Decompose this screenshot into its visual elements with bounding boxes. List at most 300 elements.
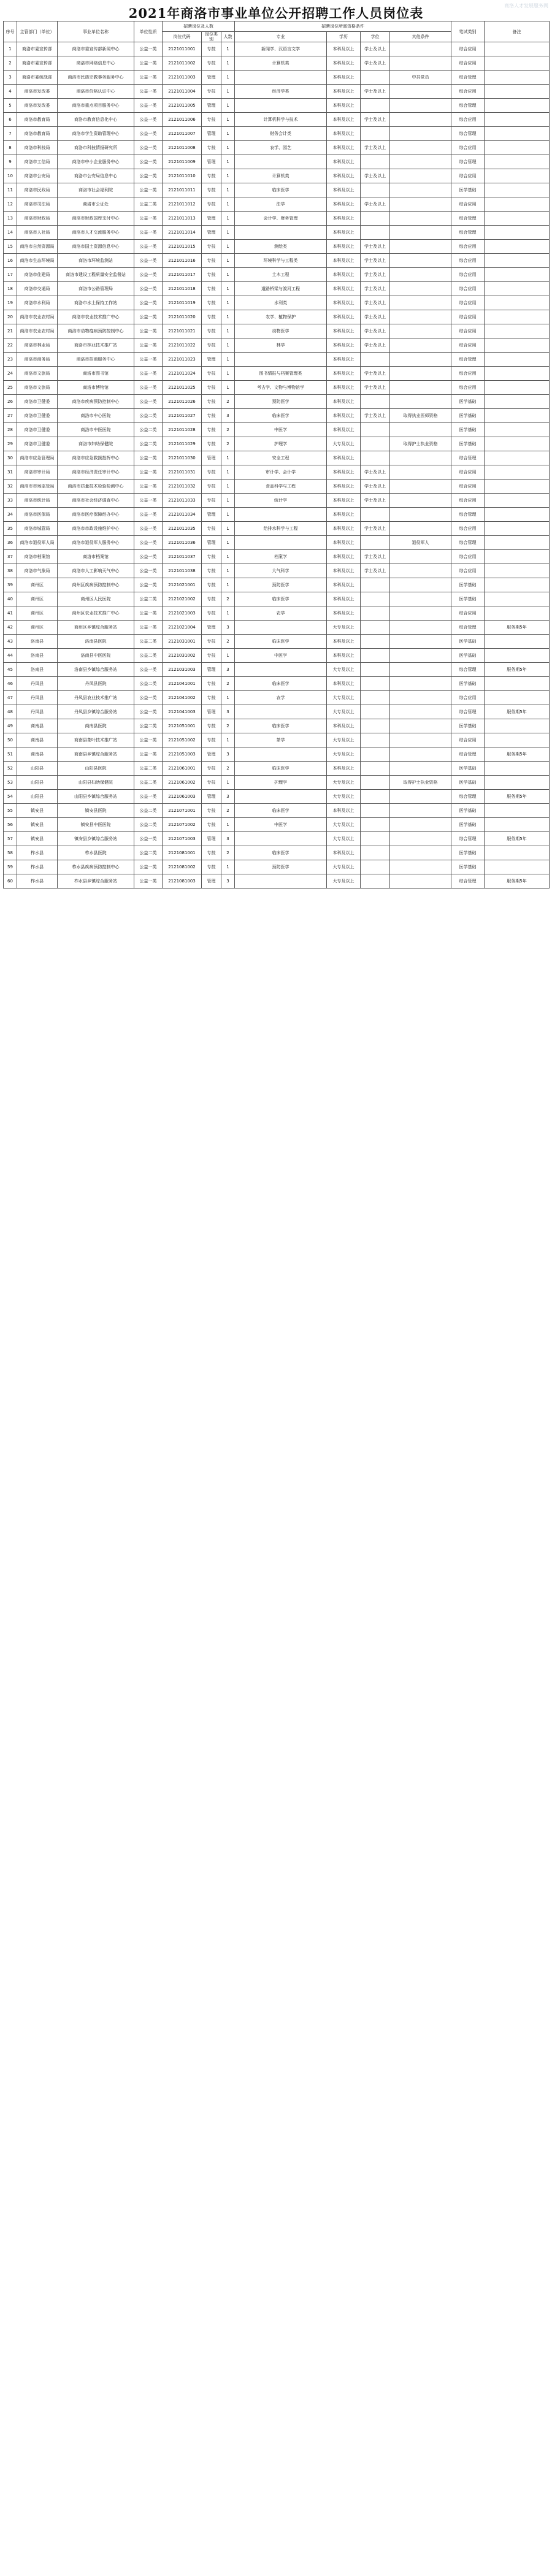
table-row: [4, 268, 550, 282]
table-row: [4, 592, 550, 606]
cell-dept: 商洛市审计局: [17, 465, 58, 480]
cell-category: 专技: [202, 677, 221, 691]
cell-seq: 15: [4, 240, 17, 254]
cell-unit: 柞水县乡镇综合服务站: [58, 874, 134, 889]
cell-major: [235, 874, 327, 889]
table-row: [4, 550, 550, 564]
table-row: [4, 423, 550, 437]
cell-seq: 17: [4, 268, 17, 282]
cell-note: [485, 395, 550, 409]
cell-code: 2121061003: [163, 790, 202, 804]
cell-note: [485, 56, 550, 71]
cell-seq: 11: [4, 183, 17, 197]
cell-nature: 公益二类: [134, 592, 163, 606]
cell-category: 管理: [202, 790, 221, 804]
cell-nature: 公益一类: [134, 790, 163, 804]
watermark-text: 商洛人才发展服务网: [504, 3, 548, 9]
cell-degree: 学士及以上: [361, 338, 390, 353]
cell-dept: 商洛市卫健委: [17, 409, 58, 423]
cell-other: [390, 564, 451, 578]
cell-unit: 商洛市公路管理局: [58, 282, 134, 296]
cell-unit: 商洛市质量技术检验检测中心: [58, 480, 134, 494]
cell-count: 3: [221, 747, 235, 762]
cell-note: [485, 310, 550, 324]
cell-exam: 综合应用: [451, 381, 485, 395]
cell-other: [390, 183, 451, 197]
cell-code: 2121041003: [163, 705, 202, 719]
cell-other: [390, 719, 451, 733]
cell-count: 1: [221, 155, 235, 169]
cell-unit: 商洛市应急救援指挥中心: [58, 451, 134, 465]
cell-count: 1: [221, 268, 235, 282]
cell-other: [390, 606, 451, 621]
cell-category: 专技: [202, 733, 221, 747]
cell-education: 本科及以上: [327, 550, 361, 564]
cell-unit: 商南县茶叶技术推广站: [58, 733, 134, 747]
cell-seq: 16: [4, 254, 17, 268]
cell-major: 临床医学: [235, 677, 327, 691]
cell-other: [390, 762, 451, 776]
table-row: [4, 155, 550, 169]
cell-code: 2121011034: [163, 508, 202, 522]
cell-major: 临床医学: [235, 635, 327, 649]
cell-nature: 公益一类: [134, 353, 163, 367]
cell-unit: 商州区乡镇综合服务站: [58, 621, 134, 635]
table-row: [4, 169, 550, 183]
cell-category: 专技: [202, 522, 221, 536]
cell-major: 临床医学: [235, 183, 327, 197]
cell-unit: 镇安县中医医院: [58, 818, 134, 832]
cell-exam: 综合应用: [451, 85, 485, 99]
cell-count: 2: [221, 592, 235, 606]
cell-exam: 综合应用: [451, 338, 485, 353]
cell-major: 临床医学: [235, 592, 327, 606]
table-row: [4, 56, 550, 71]
table-row: [4, 564, 550, 578]
cell-dept: 山阳县: [17, 776, 58, 790]
cell-education: 本科及以上: [327, 480, 361, 494]
cell-seq: 24: [4, 367, 17, 381]
cell-degree: [361, 874, 390, 889]
header-nature: 单位性质: [134, 21, 163, 42]
table-row: [4, 42, 550, 56]
cell-exam: 综合管理: [451, 226, 485, 240]
cell-nature: 公益二类: [134, 437, 163, 451]
cell-education: 大专及以上: [327, 705, 361, 719]
table-row: [4, 395, 550, 409]
cell-category: 专技: [202, 381, 221, 395]
cell-dept: 商洛市交通局: [17, 282, 58, 296]
cell-exam: 综合应用: [451, 691, 485, 705]
cell-nature: 公益一类: [134, 874, 163, 889]
cell-degree: [361, 663, 390, 677]
cell-category: 专技: [202, 423, 221, 437]
cell-seq: 10: [4, 169, 17, 183]
cell-exam: 综合管理: [451, 747, 485, 762]
cell-education: 本科及以上: [327, 804, 361, 818]
cell-nature: 公益二类: [134, 197, 163, 212]
cell-major: 护理学: [235, 776, 327, 790]
table-row: [4, 367, 550, 381]
cell-major: [235, 99, 327, 113]
cell-other: [390, 451, 451, 465]
cell-category: 管理: [202, 155, 221, 169]
cell-degree: [361, 353, 390, 367]
cell-count: 1: [221, 536, 235, 550]
cell-code: 2121011005: [163, 99, 202, 113]
cell-nature: 公益二类: [134, 846, 163, 860]
cell-other: [390, 733, 451, 747]
cell-education: 大专及以上: [327, 874, 361, 889]
cell-note: [485, 155, 550, 169]
cell-unit: 商洛市人工影响天气中心: [58, 564, 134, 578]
cell-dept: 丹凤县: [17, 705, 58, 719]
cell-code: 2121011023: [163, 353, 202, 367]
cell-major: 农学: [235, 691, 327, 705]
cell-education: 本科及以上: [327, 381, 361, 395]
cell-code: 2121011020: [163, 310, 202, 324]
cell-unit: 商洛市网络信息中心: [58, 56, 134, 71]
cell-count: 2: [221, 395, 235, 409]
table-row: [4, 663, 550, 677]
cell-unit: 商洛市建设工程质量安全监督站: [58, 268, 134, 282]
cell-dept: 商洛市工信局: [17, 155, 58, 169]
cell-education: 本科及以上: [327, 226, 361, 240]
cell-nature: 公益一类: [134, 550, 163, 564]
cell-code: 2121011002: [163, 56, 202, 71]
cell-category: 专技: [202, 578, 221, 592]
cell-category: 专技: [202, 282, 221, 296]
cell-degree: [361, 508, 390, 522]
cell-category: 专技: [202, 296, 221, 310]
cell-category: 专技: [202, 197, 221, 212]
cell-degree: [361, 71, 390, 85]
cell-seq: 47: [4, 691, 17, 705]
cell-degree: [361, 437, 390, 451]
cell-exam: 综合应用: [451, 480, 485, 494]
cell-degree: [361, 578, 390, 592]
cell-other: [390, 860, 451, 874]
header-cat: 岗位类别: [202, 32, 221, 42]
cell-other: [390, 324, 451, 338]
cell-major: 档案学: [235, 550, 327, 564]
cell-code: 2121011038: [163, 564, 202, 578]
cell-category: 专技: [202, 254, 221, 268]
cell-exam: 综合应用: [451, 564, 485, 578]
cell-count: 1: [221, 296, 235, 310]
cell-code: 2121041002: [163, 691, 202, 705]
cell-category: 专技: [202, 183, 221, 197]
cell-count: 1: [221, 606, 235, 621]
cell-note: [485, 564, 550, 578]
cell-category: 专技: [202, 169, 221, 183]
cell-seq: 34: [4, 508, 17, 522]
cell-dept: 商洛市公安局: [17, 169, 58, 183]
cell-major: 临床医学: [235, 719, 327, 733]
header-code: 岗位代码: [163, 32, 202, 42]
cell-education: 本科及以上: [327, 762, 361, 776]
cell-code: 2121011030: [163, 451, 202, 465]
cell-unit: 山阳县乡镇综合服务站: [58, 790, 134, 804]
cell-category: 专技: [202, 395, 221, 409]
cell-exam: 医学基础: [451, 818, 485, 832]
cell-nature: 公益二类: [134, 677, 163, 691]
cell-major: 茶学: [235, 733, 327, 747]
cell-education: 本科及以上: [327, 212, 361, 226]
cell-category: 专技: [202, 691, 221, 705]
cell-seq: 31: [4, 465, 17, 480]
cell-nature: 公益一类: [134, 183, 163, 197]
cell-code: 2121011014: [163, 226, 202, 240]
cell-unit: 商洛市中心医院: [58, 409, 134, 423]
cell-nature: 公益一类: [134, 832, 163, 846]
cell-other: [390, 480, 451, 494]
cell-seq: 19: [4, 296, 17, 310]
cell-seq: 20: [4, 310, 17, 324]
cell-nature: 公益一类: [134, 99, 163, 113]
cell-code: 2121021002: [163, 592, 202, 606]
cell-dept: 商洛市水利局: [17, 296, 58, 310]
cell-degree: [361, 818, 390, 832]
cell-education: 本科及以上: [327, 606, 361, 621]
cell-count: 2: [221, 762, 235, 776]
cell-degree: [361, 226, 390, 240]
cell-education: 本科及以上: [327, 522, 361, 536]
cell-other: [390, 550, 451, 564]
cell-code: 2121021001: [163, 578, 202, 592]
cell-degree: [361, 155, 390, 169]
cell-code: 2121011022: [163, 338, 202, 353]
cell-category: 专技: [202, 860, 221, 874]
cell-unit: 镇安县医院: [58, 804, 134, 818]
cell-count: 2: [221, 423, 235, 437]
cell-unit: 商洛市疾病预防控制中心: [58, 395, 134, 409]
cell-degree: 学士及以上: [361, 465, 390, 480]
cell-code: 2121021004: [163, 621, 202, 635]
cell-category: 专技: [202, 367, 221, 381]
cell-exam: 综合应用: [451, 282, 485, 296]
cell-category: 专技: [202, 606, 221, 621]
cell-code: 2121011031: [163, 465, 202, 480]
cell-seq: 29: [4, 437, 17, 451]
header-edu: 学历: [327, 32, 361, 42]
cell-count: 1: [221, 353, 235, 367]
cell-other: 取得护士执业资格: [390, 437, 451, 451]
cell-note: [485, 846, 550, 860]
cell-code: 2121011032: [163, 480, 202, 494]
cell-other: [390, 705, 451, 719]
cell-nature: 公益一类: [134, 508, 163, 522]
cell-major: 考古学、文物与博物馆学: [235, 381, 327, 395]
cell-category: 管理: [202, 99, 221, 113]
cell-dept: 商洛市教育局: [17, 127, 58, 141]
table-row: [4, 804, 550, 818]
table-row: [4, 197, 550, 212]
cell-education: 本科及以上: [327, 99, 361, 113]
cell-major: 预防医学: [235, 395, 327, 409]
cell-nature: 公益一类: [134, 536, 163, 550]
cell-category: 管理: [202, 536, 221, 550]
cell-dept: 镇安县: [17, 804, 58, 818]
cell-exam: 综合管理: [451, 99, 485, 113]
cell-note: [485, 437, 550, 451]
cell-seq: 50: [4, 733, 17, 747]
cell-seq: 18: [4, 282, 17, 296]
cell-category: 管理: [202, 621, 221, 635]
header-note: 备注: [485, 21, 550, 42]
cell-education: 本科及以上: [327, 592, 361, 606]
cell-dept: 商州区: [17, 592, 58, 606]
cell-education: 本科及以上: [327, 56, 361, 71]
cell-exam: 综合应用: [451, 606, 485, 621]
cell-seq: 26: [4, 395, 17, 409]
cell-degree: 学士及以上: [361, 522, 390, 536]
table-row: [4, 71, 550, 85]
table-row: [4, 522, 550, 536]
cell-category: 专技: [202, 113, 221, 127]
cell-degree: [361, 804, 390, 818]
cell-dept: 商洛市教育局: [17, 113, 58, 127]
cell-count: 1: [221, 56, 235, 71]
cell-seq: 46: [4, 677, 17, 691]
table-row: [4, 677, 550, 691]
cell-education: 大专及以上: [327, 621, 361, 635]
cell-education: 大专及以上: [327, 663, 361, 677]
cell-degree: 学士及以上: [361, 282, 390, 296]
cell-dept: 山阳县: [17, 762, 58, 776]
cell-code: 2121011033: [163, 494, 202, 508]
cell-degree: [361, 733, 390, 747]
cell-code: 2121011026: [163, 395, 202, 409]
cell-category: 管理: [202, 212, 221, 226]
cell-dept: 柞水县: [17, 874, 58, 889]
cell-education: 本科及以上: [327, 254, 361, 268]
cell-code: 2121031003: [163, 663, 202, 677]
cell-major: [235, 747, 327, 762]
table-row: [4, 747, 550, 762]
cell-major: [235, 353, 327, 367]
table-row: [4, 310, 550, 324]
table-row: [4, 99, 550, 113]
cell-code: 2121041001: [163, 677, 202, 691]
cell-other: [390, 790, 451, 804]
cell-dept: 商洛市卫健委: [17, 437, 58, 451]
cell-degree: 学士及以上: [361, 141, 390, 155]
cell-category: 管理: [202, 451, 221, 465]
cell-seq: 23: [4, 353, 17, 367]
cell-education: 本科及以上: [327, 846, 361, 860]
cell-count: 3: [221, 790, 235, 804]
table-row: [4, 127, 550, 141]
cell-unit: 商洛市社会福利院: [58, 183, 134, 197]
cell-count: 3: [221, 874, 235, 889]
cell-exam: 综合管理: [451, 832, 485, 846]
cell-dept: 商南县: [17, 747, 58, 762]
cell-note: [485, 42, 550, 56]
cell-dept: 商洛市应急管理局: [17, 451, 58, 465]
cell-nature: 公益一类: [134, 226, 163, 240]
cell-exam: 医学基础: [451, 846, 485, 860]
cell-seq: 27: [4, 409, 17, 423]
cell-code: 2121031001: [163, 635, 202, 649]
cell-dept: 洛南县: [17, 649, 58, 663]
table-row: [4, 240, 550, 254]
cell-category: 管理: [202, 226, 221, 240]
cell-unit: 丹凤县乡镇综合服务站: [58, 705, 134, 719]
cell-education: 本科及以上: [327, 127, 361, 141]
cell-education: 本科及以上: [327, 367, 361, 381]
cell-dept: 商南县: [17, 733, 58, 747]
cell-major: 道路桥梁与渡河工程: [235, 282, 327, 296]
cell-education: 本科及以上: [327, 536, 361, 550]
cell-nature: 公益一类: [134, 310, 163, 324]
cell-seq: 45: [4, 663, 17, 677]
cell-degree: [361, 705, 390, 719]
cell-seq: 21: [4, 324, 17, 338]
header-seq: 序号: [4, 21, 17, 42]
cell-unit: 商洛市医疗保障经办中心: [58, 508, 134, 522]
cell-nature: 公益一类: [134, 663, 163, 677]
table-row: [4, 776, 550, 790]
cell-count: 1: [221, 324, 235, 338]
cell-note: [485, 197, 550, 212]
cell-major: 临床医学: [235, 846, 327, 860]
cell-other: [390, 832, 451, 846]
cell-category: 专技: [202, 42, 221, 56]
header-major: 专业: [235, 32, 327, 42]
cell-exam: 综合管理: [451, 451, 485, 465]
cell-category: 专技: [202, 635, 221, 649]
cell-degree: 学士及以上: [361, 296, 390, 310]
cell-degree: [361, 536, 390, 550]
cell-count: 2: [221, 846, 235, 860]
cell-exam: 综合应用: [451, 113, 485, 127]
cell-dept: 商洛市文旅局: [17, 367, 58, 381]
page-title: 2021年商洛市事业单位公开招聘工作人员岗位表: [128, 6, 424, 21]
cell-other: [390, 141, 451, 155]
cell-nature: 公益二类: [134, 776, 163, 790]
cell-note: 服务期5年: [485, 621, 550, 635]
table-row: [4, 338, 550, 353]
cell-nature: 公益一类: [134, 127, 163, 141]
cell-other: [390, 395, 451, 409]
table-row: [4, 536, 550, 550]
cell-other: [390, 268, 451, 282]
table-row: [4, 762, 550, 776]
cell-other: [390, 254, 451, 268]
cell-dept: 商洛市财政局: [17, 212, 58, 226]
cell-exam: 综合管理: [451, 621, 485, 635]
table-row: [4, 282, 550, 296]
cell-exam: 综合应用: [451, 169, 485, 183]
cell-degree: [361, 592, 390, 606]
cell-note: [485, 324, 550, 338]
cell-unit: 商洛市民族宗教事务服务中心: [58, 71, 134, 85]
cell-note: [485, 536, 550, 550]
cell-other: [390, 592, 451, 606]
cell-count: 1: [221, 127, 235, 141]
cell-nature: 公益一类: [134, 494, 163, 508]
cell-category: 管理: [202, 832, 221, 846]
cell-code: 2121051002: [163, 733, 202, 747]
cell-count: 1: [221, 578, 235, 592]
cell-education: 大专及以上: [327, 437, 361, 451]
table-row: [4, 85, 550, 99]
cell-dept: 柞水县: [17, 846, 58, 860]
cell-note: [485, 99, 550, 113]
cell-nature: 公益一类: [134, 113, 163, 127]
cell-education: 本科及以上: [327, 169, 361, 183]
